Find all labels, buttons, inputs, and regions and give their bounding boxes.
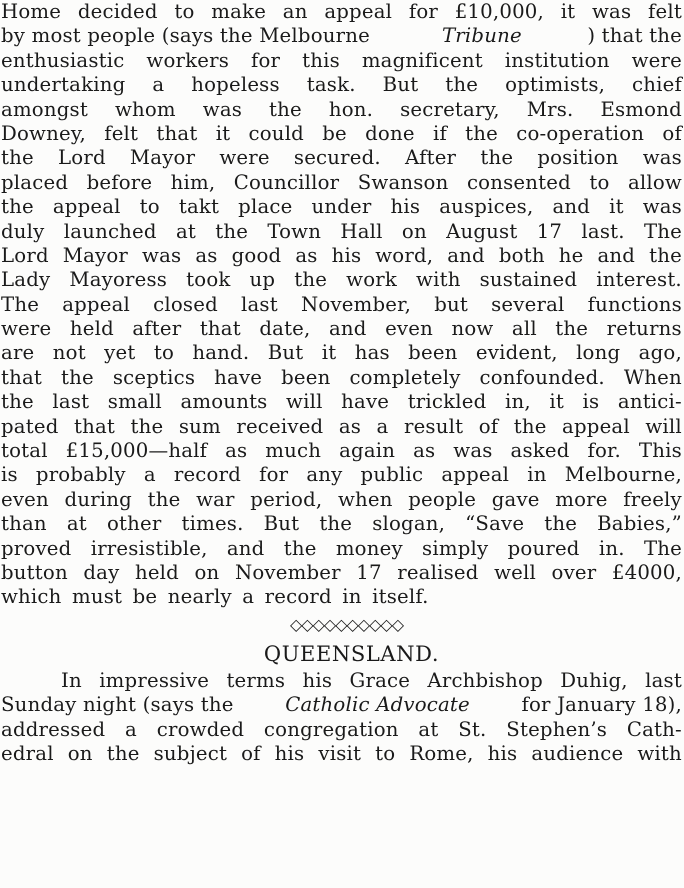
word: appeal [62, 292, 131, 316]
word: £15,000—half [65, 439, 208, 463]
text-line [1, 366, 682, 390]
word: asked [510, 439, 570, 463]
word: secured. [293, 146, 381, 170]
word: poured [507, 536, 580, 560]
word: the [130, 414, 164, 438]
word: allow [627, 170, 682, 194]
text-line [1, 122, 682, 146]
word: that [73, 414, 116, 438]
word: the [544, 512, 578, 536]
word: but [434, 292, 468, 316]
text-line [1, 341, 682, 365]
word: Rome, [409, 741, 474, 765]
word: it [609, 195, 624, 219]
word: antici- [617, 390, 682, 414]
word: well [494, 560, 536, 584]
word: up [249, 268, 276, 292]
word: are [1, 341, 35, 365]
word: position [537, 146, 619, 170]
word: launched [63, 219, 157, 243]
word: the [445, 73, 479, 97]
word: to [174, 0, 195, 23]
word: at [418, 717, 439, 741]
word: the [480, 146, 514, 170]
word: that [156, 121, 198, 145]
word: even [385, 317, 433, 341]
word: In [61, 668, 82, 692]
text-line [1, 488, 682, 512]
word: his [302, 668, 333, 692]
word: more [555, 487, 608, 511]
word: of [241, 741, 261, 765]
word: addressed [1, 717, 106, 741]
text-span: by most people (says the Melbourne [1, 24, 377, 48]
word: The [643, 219, 682, 243]
text-line [1, 561, 682, 585]
word: been [281, 365, 331, 389]
word: But [382, 73, 419, 97]
text-line [1, 390, 682, 414]
word: last [241, 292, 278, 316]
word: ago, [638, 341, 682, 365]
word: last [52, 390, 90, 414]
word: for [259, 463, 289, 487]
word: make [211, 0, 267, 23]
word: edral [1, 741, 54, 765]
word: irresistible, [90, 536, 208, 560]
word: on [194, 560, 220, 584]
word: as [338, 414, 362, 438]
word: the [1, 390, 34, 414]
text-line: which must be nearly a record in itself. [1, 585, 429, 609]
word: the [106, 741, 140, 765]
word: Hall [340, 219, 383, 243]
word: the [319, 512, 353, 536]
word: But [267, 341, 304, 365]
word: August [446, 219, 518, 243]
word: for [408, 0, 438, 23]
word: Babies,” [597, 512, 682, 536]
word: it [549, 390, 564, 414]
word: and [226, 536, 265, 560]
word: it [215, 121, 231, 145]
text-line [1, 669, 682, 693]
word: sum [178, 414, 221, 438]
word: to [589, 170, 610, 194]
word: a [125, 717, 137, 741]
word: simply [422, 536, 489, 560]
word: at [66, 512, 87, 536]
word: confounded. [479, 365, 605, 389]
word: have [214, 365, 263, 389]
word: magnificent [361, 48, 483, 72]
word: was [142, 243, 182, 267]
word: the [215, 219, 249, 243]
word: November, [300, 292, 412, 316]
word: This [638, 439, 682, 463]
word: gave [491, 487, 540, 511]
text-line [1, 195, 682, 219]
word: the [294, 268, 328, 292]
word: work [346, 268, 397, 292]
word: the [513, 414, 547, 438]
word: St. [458, 717, 487, 741]
word: Cath- [626, 717, 682, 741]
word: sustained [479, 268, 578, 292]
word: not [52, 341, 86, 365]
word: an [282, 0, 308, 23]
text-line [1, 463, 682, 487]
word: “Save [465, 512, 525, 536]
word: Town [267, 219, 322, 243]
word: When [623, 365, 682, 389]
word: congregation [263, 717, 399, 741]
word: that [199, 317, 241, 341]
word: at [175, 219, 196, 243]
text-line [1, 220, 682, 244]
word: After [405, 146, 457, 170]
word: The [1, 292, 40, 316]
word: to [153, 341, 174, 365]
word: the [1, 146, 34, 170]
word: amounts [180, 390, 268, 414]
text-line [1, 537, 682, 561]
word: last [645, 668, 682, 692]
word: the [61, 365, 94, 389]
word: consented [466, 170, 571, 194]
word: money [335, 536, 403, 560]
word: as [225, 439, 248, 463]
word: task. [306, 73, 356, 97]
word: evident, [475, 341, 558, 365]
section-ornament: ◇◇◇◇◇◇◇◇◇◇ [289, 614, 404, 634]
word: Esmond [600, 97, 682, 121]
word: his [274, 741, 305, 765]
word: people [408, 487, 477, 511]
word: Stephen’s [506, 717, 608, 741]
word: yet [104, 341, 136, 365]
word: both [498, 243, 545, 267]
text-line [1, 512, 682, 536]
word: the [147, 487, 181, 511]
word: on [67, 741, 93, 765]
word: been [408, 341, 458, 365]
word: his [390, 195, 421, 219]
word: audience [531, 741, 624, 765]
word: a [143, 463, 156, 487]
word: it [560, 0, 576, 23]
word: completely [349, 365, 461, 389]
text-line [1, 73, 682, 97]
word: takt [178, 195, 220, 219]
text-line [1, 171, 682, 195]
word: in. [598, 536, 625, 560]
word: of [478, 414, 499, 438]
word: Lady [1, 268, 51, 292]
word: proved [1, 536, 72, 560]
word: duly [1, 219, 45, 243]
word: appeal [324, 0, 393, 23]
word: to [139, 195, 160, 219]
word: several [491, 292, 565, 316]
word: last. [581, 219, 625, 243]
word: and [597, 243, 636, 267]
article-column [1, 0, 682, 766]
word: could [248, 121, 304, 145]
paragraph-queensland [1, 669, 682, 767]
word: other [106, 512, 162, 536]
word: good [231, 243, 282, 267]
word: Archbishop [427, 668, 543, 692]
word: the [649, 243, 682, 267]
word: much [265, 439, 322, 463]
word: 17 [356, 560, 382, 584]
word: hon. [328, 97, 374, 121]
paragraph-melbourne-appeal [1, 0, 682, 610]
text-line [1, 146, 682, 170]
word: is [582, 390, 600, 414]
word: it [321, 341, 337, 365]
word: was [453, 439, 493, 463]
word: long [576, 341, 621, 365]
word: held [69, 317, 114, 341]
word: with [637, 741, 682, 765]
word: was [642, 146, 682, 170]
word: subject [153, 741, 228, 765]
word: placed [1, 170, 69, 194]
word: Mrs. [526, 97, 574, 121]
text-line [1, 742, 682, 766]
word: times. [181, 512, 244, 536]
text-line [1, 718, 682, 742]
word: he [558, 243, 584, 267]
word: enthusiastic [1, 48, 125, 72]
word: record [173, 463, 241, 487]
word: returns [606, 317, 682, 341]
text-line [1, 268, 682, 292]
word: word, [375, 243, 434, 267]
word: were [219, 146, 270, 170]
word: whom [114, 97, 176, 121]
word: public [360, 463, 424, 487]
text-line [1, 98, 682, 122]
word: a [376, 414, 389, 438]
word: undertaking [1, 73, 126, 97]
word: £10,000, [454, 0, 544, 23]
word: in [527, 463, 547, 487]
word: in, [504, 390, 531, 414]
text-span: for January 18), [515, 693, 682, 717]
word: visit [318, 741, 362, 765]
word: Councillor [233, 170, 340, 194]
word: over [551, 560, 597, 584]
word: done [365, 121, 415, 145]
text-line [1, 24, 682, 48]
word: felt [648, 0, 682, 23]
word: has [354, 341, 390, 365]
word: Mayor [62, 243, 129, 267]
word: and [552, 195, 591, 219]
word: chief [632, 73, 682, 97]
word: for. [587, 439, 621, 463]
word: Mayor [129, 146, 196, 170]
word: war [196, 487, 235, 511]
word: the [269, 97, 302, 121]
word: impressive [99, 668, 210, 692]
text-line [1, 293, 682, 317]
word: to [375, 741, 396, 765]
word: his [487, 741, 518, 765]
word: interest. [596, 268, 682, 292]
word: result [403, 414, 464, 438]
text-line [1, 317, 682, 341]
word: appeal [52, 195, 121, 219]
word: was [592, 0, 632, 23]
word: before [86, 170, 153, 194]
word: Home [1, 0, 62, 23]
word: probably [35, 463, 126, 487]
word: is [1, 463, 18, 487]
word: workers [146, 48, 230, 72]
word: November [234, 560, 341, 584]
text-line [1, 0, 682, 24]
word: auspices, [439, 195, 534, 219]
word: Swanson [357, 170, 449, 194]
word: small [107, 390, 162, 414]
word: even [1, 487, 49, 511]
word: Grace [349, 668, 411, 692]
word: received [236, 414, 324, 438]
word: functions [587, 292, 682, 316]
word: terms [226, 668, 286, 692]
word: were [631, 48, 682, 72]
word: all [511, 317, 537, 341]
word: realised [397, 560, 479, 584]
word: now [451, 317, 494, 341]
word: Lord [58, 146, 106, 170]
word: period, [250, 487, 323, 511]
word: felt [104, 121, 139, 145]
word: the [1, 195, 34, 219]
text-line [1, 415, 682, 439]
text-span: Sunday night (says the [1, 693, 241, 717]
word: on [401, 219, 427, 243]
word: as [195, 243, 218, 267]
word: will [286, 390, 323, 414]
text-line [1, 693, 682, 717]
word: slogan, [372, 512, 446, 536]
publication-name-advocate: Catholic Advocate [285, 693, 470, 717]
word: secretary, [400, 97, 500, 121]
word: be [322, 121, 347, 145]
word: with [416, 268, 461, 292]
word: held [134, 560, 179, 584]
word: decided [77, 0, 158, 23]
word: amongst [1, 97, 88, 121]
word: under [311, 195, 372, 219]
word: his [331, 243, 362, 267]
word: than [1, 512, 47, 536]
word: optimists, [505, 73, 606, 97]
word: place [238, 195, 293, 219]
word: crowded [156, 717, 245, 741]
word: Lord [1, 243, 49, 267]
section-heading: QUEENSLAND. [263, 641, 440, 666]
text-line [1, 49, 682, 73]
word: him, [170, 170, 216, 194]
word: trickled [407, 390, 487, 414]
word: this [302, 48, 340, 72]
word: pated [1, 414, 59, 438]
word: was [202, 97, 243, 121]
word: But [263, 512, 300, 536]
word: institution [504, 48, 610, 72]
word: hopeless [191, 73, 280, 97]
word: the [283, 536, 317, 560]
word: closed [153, 292, 218, 316]
word: was [642, 195, 682, 219]
word: £4000, [611, 560, 682, 584]
word: any [306, 463, 343, 487]
word: Mayoress [69, 268, 168, 292]
text-line [1, 439, 682, 463]
word: have [341, 390, 390, 414]
word: sceptics [112, 365, 196, 389]
word: day [83, 560, 120, 584]
word: appeal [441, 463, 510, 487]
word: hand. [192, 341, 250, 365]
text-line [1, 244, 682, 268]
word: total [1, 439, 48, 463]
word: freely [623, 487, 682, 511]
word: took [186, 268, 231, 292]
word: that [1, 365, 43, 389]
word: during [64, 487, 132, 511]
word: the [555, 317, 589, 341]
word: if [432, 121, 447, 145]
word: the [465, 121, 499, 145]
word: after [132, 317, 182, 341]
word: Melbourne, [564, 463, 682, 487]
word: as [295, 243, 318, 267]
word: as [413, 439, 436, 463]
word: appeal [562, 414, 630, 438]
publication-name-tribune: Tribune [441, 24, 522, 48]
word: Downey, [1, 121, 86, 145]
word: co-operation [516, 121, 645, 145]
word: button [1, 560, 68, 584]
word: date, [259, 317, 311, 341]
word: will [645, 414, 682, 438]
word: 17 [536, 219, 563, 243]
text-span: ) that the [587, 24, 682, 48]
word: were [1, 317, 52, 341]
word: The [643, 536, 682, 560]
word: again [339, 439, 396, 463]
word: Duhig, [560, 668, 628, 692]
word: when [337, 487, 393, 511]
word: a [152, 73, 165, 97]
word: and [328, 317, 367, 341]
word: and [447, 243, 485, 267]
word: of [662, 121, 682, 145]
word: for [250, 48, 281, 72]
